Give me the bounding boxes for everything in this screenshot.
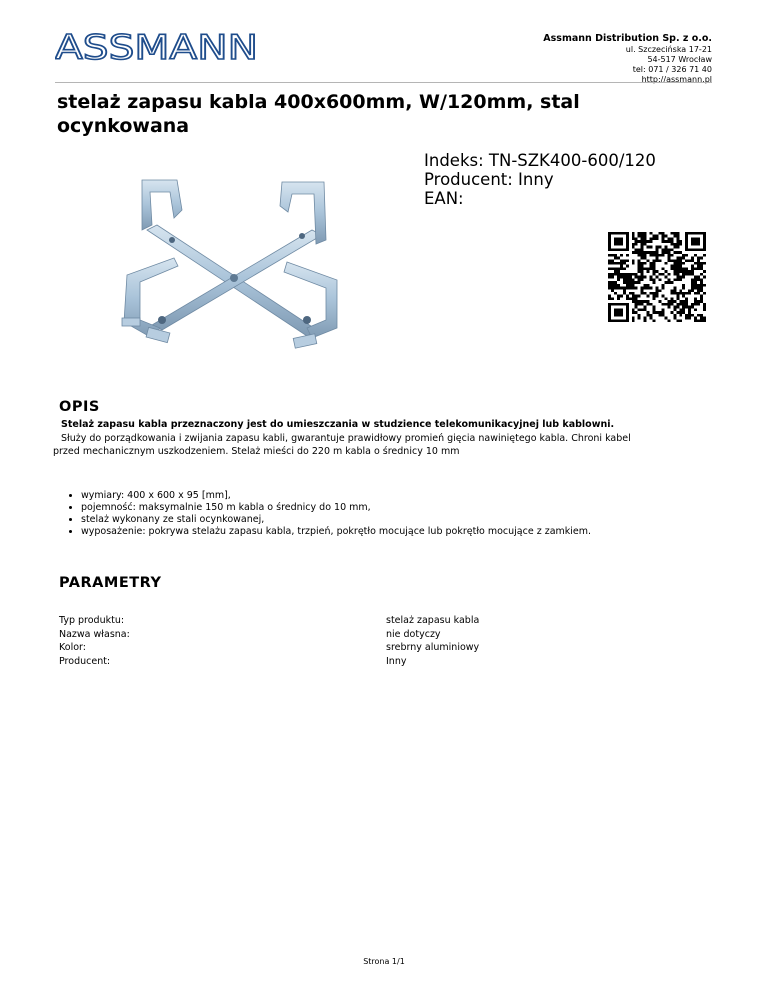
- table-row: [59, 628, 479, 642]
- product-title: stelaż zapasu kabla 400x600mm, W/120mm, stal ocynkowana: [57, 91, 580, 137]
- description-heading: OPIS: [59, 399, 100, 415]
- parameters-heading: PARAMETRY: [59, 575, 162, 591]
- page-number: Strona 1/1: [363, 957, 405, 966]
- product-producer: Producent: Inny: [424, 170, 554, 189]
- features-list: [67, 490, 591, 538]
- product-meta: [424, 151, 656, 208]
- table-row: [59, 614, 479, 628]
- param-value: srebrny aluminiowy: [386, 642, 480, 653]
- param-value: Inny: [386, 655, 407, 667]
- description-text: [53, 432, 693, 458]
- param-label: Producent:: [59, 655, 111, 667]
- parameters-table: [59, 614, 479, 668]
- param-value: stelaż zapasu kabla: [386, 615, 480, 626]
- company-street: ul. Szczecińska 17-21: [625, 45, 712, 54]
- company-address: [543, 33, 712, 85]
- list-item: • wyposażenie: pokrywa stelażu zapasu kabla, trzpień, pokrętło mocujące lub pokrętło mocujące z zamkiem.: [81, 526, 591, 538]
- description-lead: Stelaż zapasu kabla przeznaczony jest do umieszczania w studzience telekomunikacyjnej lub kablowni.: [61, 419, 615, 430]
- company-website[interactable]: http://assmann.pl: [641, 75, 712, 84]
- qr-code: [608, 232, 706, 322]
- param-value: nie dotyczy: [386, 628, 441, 640]
- company-phone: tel: 071 / 326 71 40: [632, 65, 712, 74]
- list-item: • stelaż wykonany ze stali ocynkowanej,: [81, 514, 591, 526]
- list-item: • pojemność: maksymalnie 150 m kabla o średnicy do 10 mm,: [81, 502, 591, 514]
- company-city: 54-517 Wrocław: [647, 55, 712, 64]
- product-index: Indeks: TN-SZK400-600/120: [424, 151, 656, 170]
- description-line-1: Służy do porządkowania i zwijania zapasu kabli, gwarantuje prawidłowy promień gięcia nawiniętego kabla. Chroni kabel: [61, 433, 631, 444]
- param-label: Kolor:: [59, 642, 86, 653]
- param-label: Nazwa własna:: [59, 628, 130, 640]
- description-line-2: przed mechanicznym uszkodzeniem. Stelaż mieści do 220 m kabla o średnicy 10 mm: [53, 446, 460, 457]
- product-image: [112, 170, 362, 360]
- table-row: [59, 641, 479, 655]
- list-item: • wymiary: 400 x 600 x 95 [mm],: [81, 490, 591, 502]
- product-ean: EAN:: [424, 189, 464, 208]
- param-label: Typ produktu:: [59, 615, 125, 626]
- logo-text: ASSMANN: [55, 28, 258, 66]
- company-name: Assmann Distribution Sp. z o.o.: [543, 33, 712, 44]
- header-divider: [55, 82, 712, 83]
- assmann-logo: [55, 26, 260, 66]
- table-row: [59, 655, 479, 669]
